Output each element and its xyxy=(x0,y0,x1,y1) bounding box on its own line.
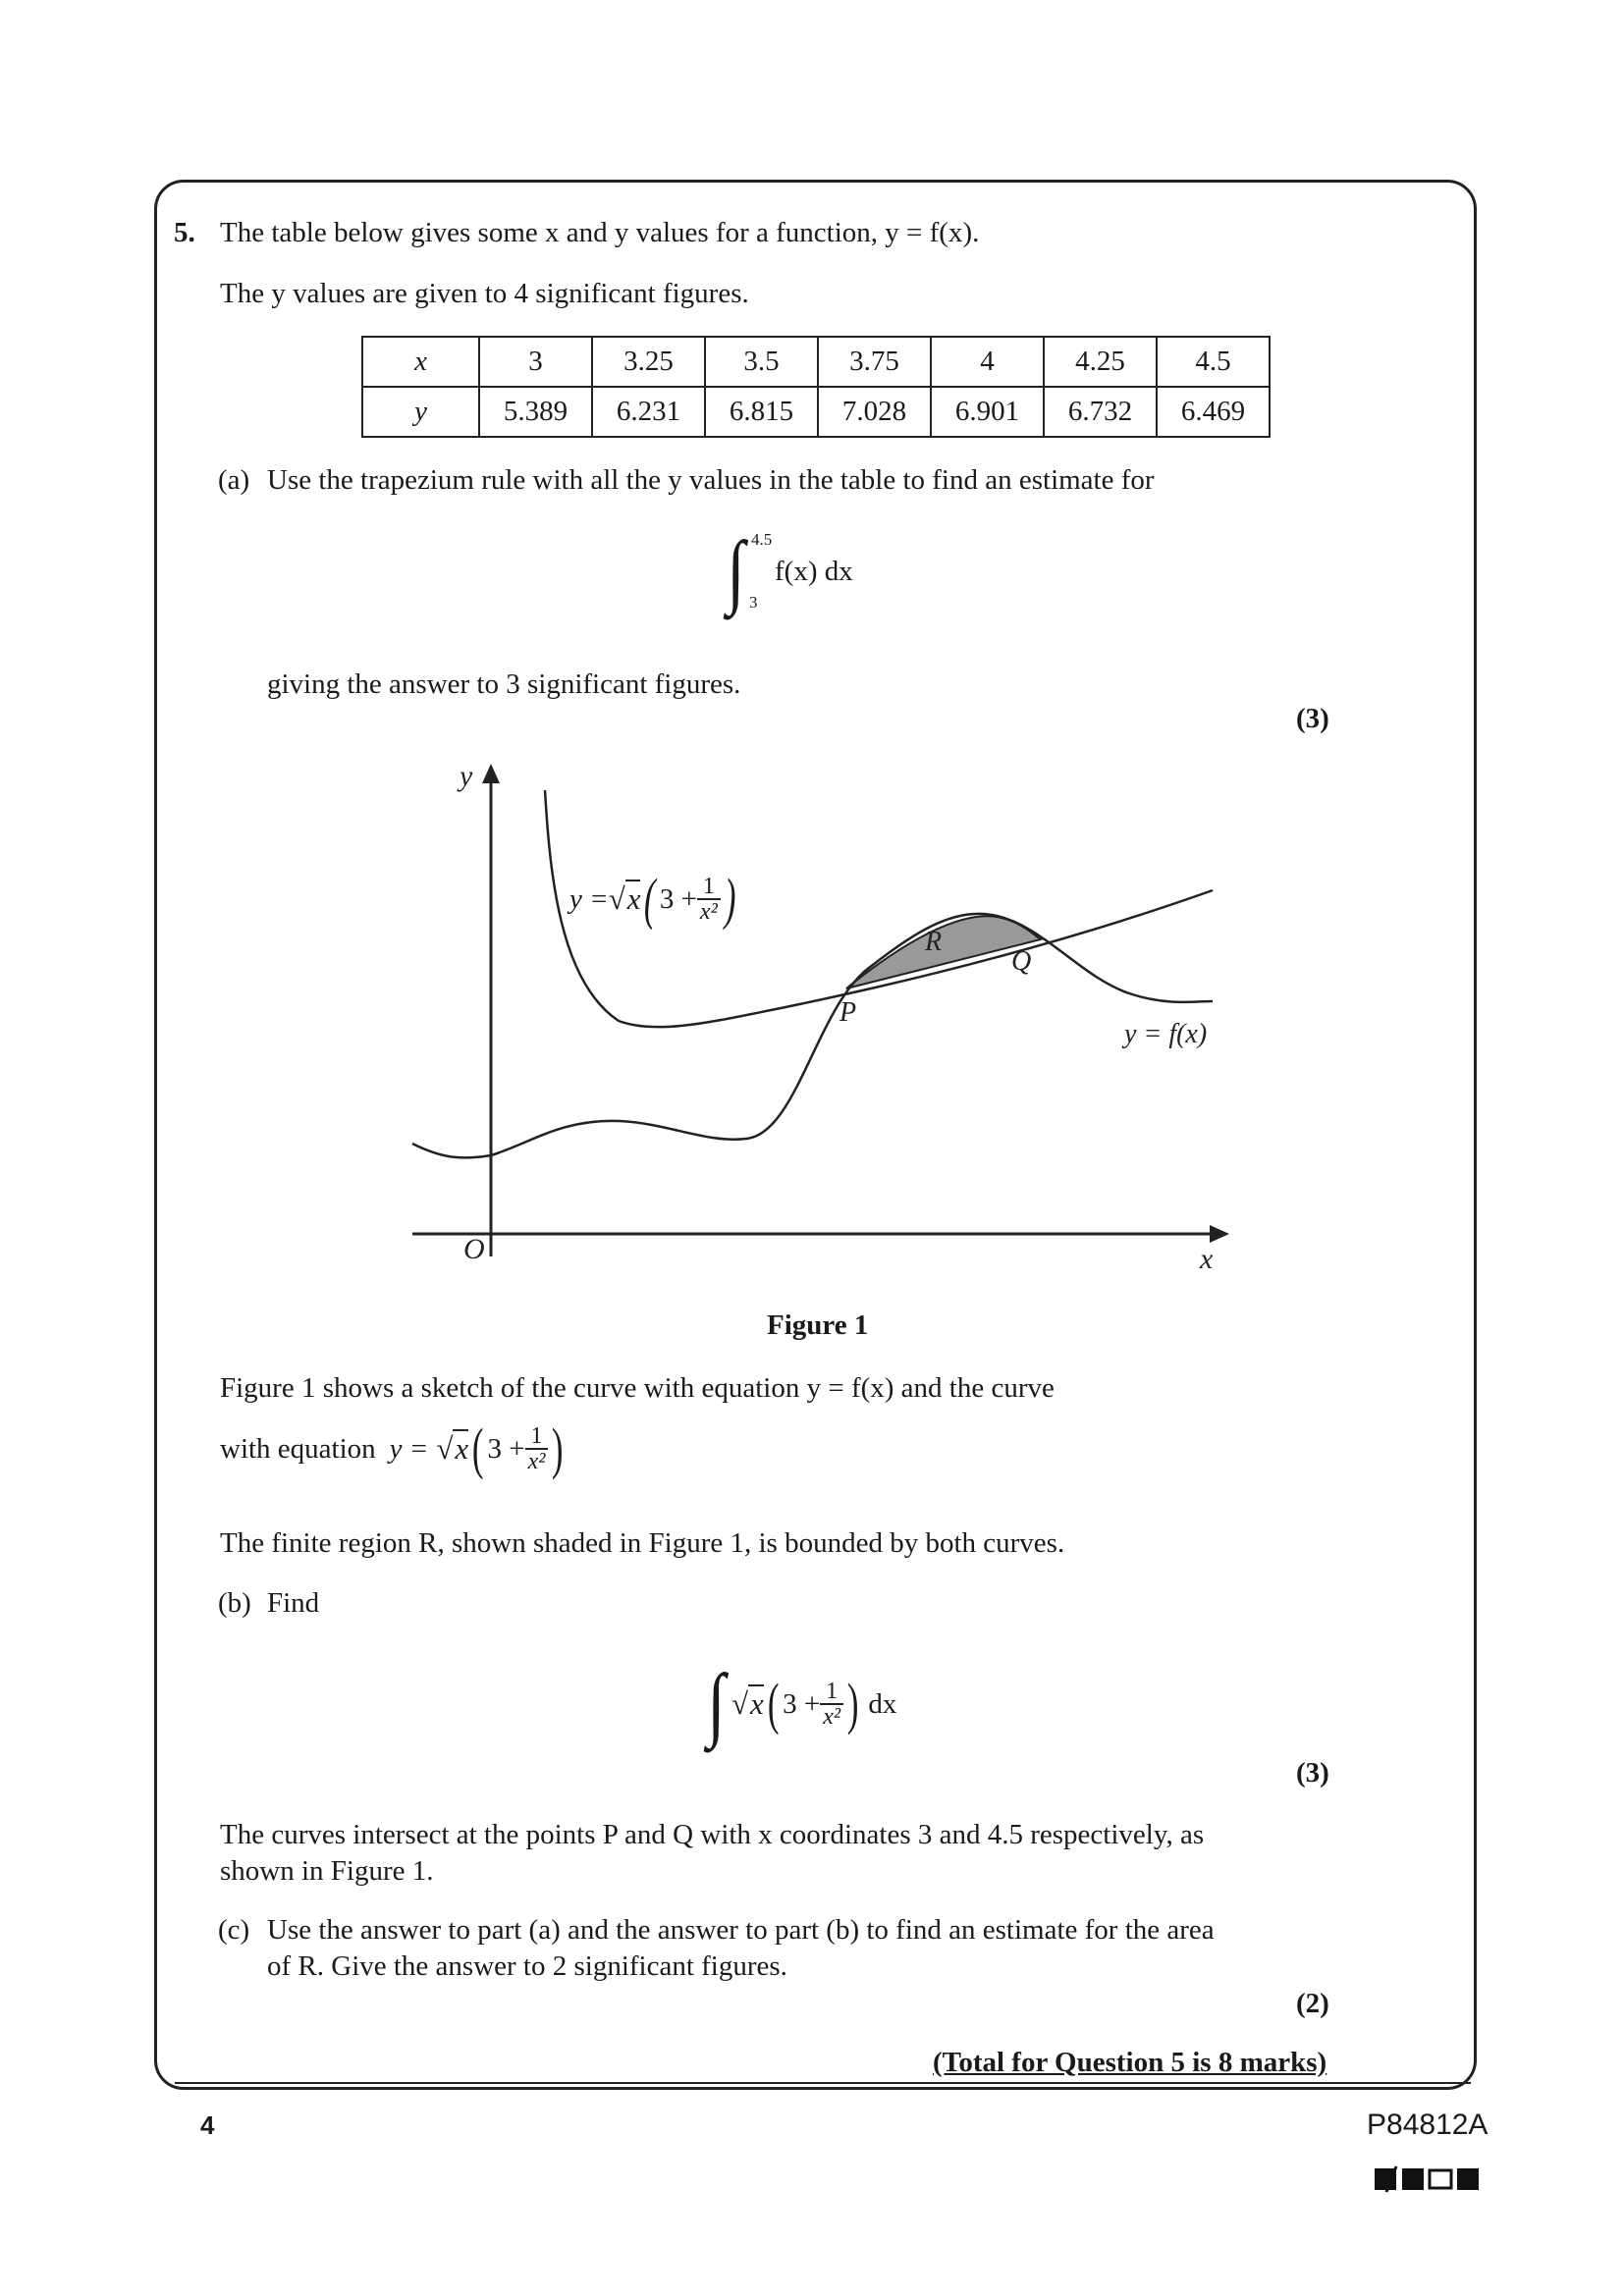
right-paren-icon: ) xyxy=(724,867,736,931)
part-a-giving: giving the answer to 3 significant figures. xyxy=(267,668,741,700)
left-paren-icon: ( xyxy=(767,1672,780,1735)
point-p-label: P xyxy=(839,997,857,1028)
total-marks: (Total for Question 5 is 8 marks) xyxy=(933,2047,1327,2078)
table-cell: 6.901 xyxy=(931,387,1044,437)
description-line2: with equation y = √x ( 3 + $\frac{1}{\text{x²}}$ ) xyxy=(220,1416,564,1480)
right-paren-icon: ) xyxy=(846,1672,859,1735)
table-row-y xyxy=(362,387,1270,437)
definite-integral xyxy=(725,525,853,628)
part-b-marks: (3) xyxy=(1296,1757,1329,1789)
paper-code: P84812A xyxy=(1367,2109,1489,2141)
question-intro: The table below gives some x and y values for a function, y = f(x). xyxy=(220,217,980,248)
table-header-x: x xyxy=(362,337,479,387)
figure-caption: Figure 1 xyxy=(767,1309,869,1341)
point-q-label: Q xyxy=(1011,946,1032,977)
part-c-marks: (2) xyxy=(1296,1988,1329,2019)
part-b-label: (b) xyxy=(218,1587,251,1619)
table-cell: 4 xyxy=(931,337,1044,387)
fraction: $\frac{1}{\text{x²}}$ xyxy=(820,1680,843,1729)
right-paren-icon: ) xyxy=(552,1416,564,1480)
table-cell: 6.815 xyxy=(705,387,818,437)
bottom-rule xyxy=(175,2082,1471,2084)
integrand: f(x) dx xyxy=(775,556,853,587)
y-axis-arrow-icon xyxy=(482,764,500,783)
upper-limit: 4.5 xyxy=(751,530,773,549)
fraction: $\frac{1}{\text{x²}}$ xyxy=(697,875,721,924)
part-b-text: Find xyxy=(267,1587,320,1619)
table-cell: 3.75 xyxy=(818,337,931,387)
x-axis-label: x xyxy=(1200,1243,1214,1275)
table-cell: 5.389 xyxy=(479,387,592,437)
barcode-icon xyxy=(1373,2164,1481,2199)
fraction: $\frac{1}{\text{x²}}$ xyxy=(525,1424,549,1473)
table-cell: 4.5 xyxy=(1157,337,1270,387)
curve-sqrt-label-prefix: y = xyxy=(569,883,609,915)
part-c-line2: of R. Give the answer to 2 significant figures. xyxy=(267,1950,787,1982)
intersection-line2: shown in Figure 1. xyxy=(220,1855,434,1887)
table-cell: 4.25 xyxy=(1044,337,1157,387)
part-a-label: (a) xyxy=(218,464,250,496)
table-header-y: y xyxy=(362,387,479,437)
part-a-text: Use the trapezium rule with all the y values in the table to find an estimate for xyxy=(267,464,1155,496)
x-axis-arrow-icon xyxy=(1210,1225,1229,1243)
intersection-line1: The curves intersect at the points P and Q with x coordinates 3 and 4.5 respectively, as xyxy=(220,1819,1205,1850)
sigfig-note: The y values are given to 4 significant figures. xyxy=(220,278,749,309)
origin-label: O xyxy=(463,1233,485,1265)
integral-sign-icon: ∫ xyxy=(707,1658,726,1749)
table-cell: 6.732 xyxy=(1044,387,1157,437)
curve-sqrt-label: y = √x ( 3 + $\frac{1}{\text{x²}}$ ) xyxy=(569,867,736,931)
region-r-label: R xyxy=(925,927,943,957)
page-number: 4 xyxy=(200,2110,215,2140)
part-a-marks: (3) xyxy=(1296,703,1329,734)
left-paren-icon: ( xyxy=(644,867,656,931)
indefinite-integral: ∫ √x ( 3 + $\frac{1}{\text{x²}}$ ) dx xyxy=(707,1658,897,1749)
sqrt-icon: √x xyxy=(436,1431,469,1466)
sqrt-icon: √x xyxy=(608,881,641,916)
left-paren-icon: ( xyxy=(472,1416,484,1480)
question-number: 5. xyxy=(174,217,195,248)
part-c-line1: Use the answer to part (a) and the answer to part (b) to find an estimate for the area xyxy=(267,1914,1215,1946)
curve-f xyxy=(412,914,1213,1158)
table-cell: 6.231 xyxy=(592,387,705,437)
region-description: The finite region R, shown shaded in Figure 1, is bounded by both curves. xyxy=(220,1527,1065,1559)
figure-1 xyxy=(393,756,1257,1276)
lower-limit: 3 xyxy=(749,593,758,612)
table-cell: 3.25 xyxy=(592,337,705,387)
y-axis-label: y xyxy=(460,760,473,792)
part-c-label: (c) xyxy=(218,1914,250,1946)
table-cell: 7.028 xyxy=(818,387,931,437)
curve-f-label: y = f(x) xyxy=(1124,1019,1208,1049)
table-cell: 3 xyxy=(479,337,592,387)
table-cell: 3.5 xyxy=(705,337,818,387)
table-row-x xyxy=(362,337,1270,387)
integral-sign-icon: ∫ xyxy=(727,525,745,616)
description-line1: Figure 1 shows a sketch of the curve with equation y = f(x) and the curve xyxy=(220,1372,1055,1404)
values-table xyxy=(361,336,1271,438)
integral-limits xyxy=(751,530,771,613)
table-cell: 6.469 xyxy=(1157,387,1270,437)
sqrt-icon: √x xyxy=(731,1686,764,1721)
